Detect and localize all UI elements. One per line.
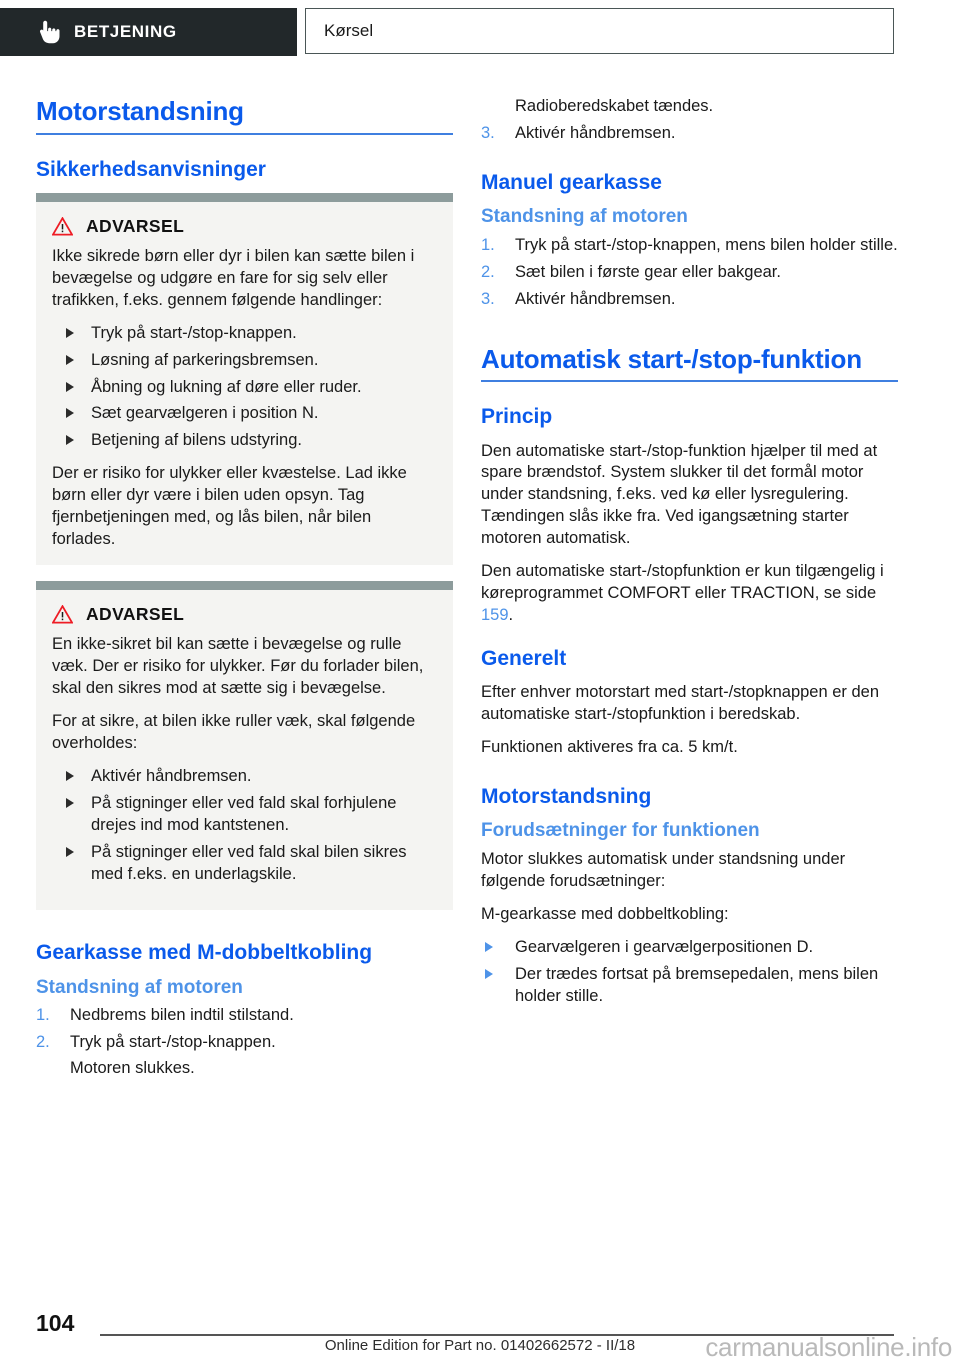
list-item (52, 430, 437, 452)
continued-line: Radioberedskabet tændes. (515, 97, 714, 115)
step-label: Aktivér håndbremsen. (515, 123, 676, 142)
heading-motorstandsning-right: Motorstandsning (481, 785, 652, 809)
warning-title-row (52, 216, 437, 237)
list-item (52, 323, 437, 345)
header-chapter-banner (0, 8, 297, 56)
step-number: 1. (481, 235, 495, 254)
heading-gearkasse: Gearkasse med M-dobbeltkobling (36, 941, 373, 965)
heading-princip: Princip (481, 405, 553, 429)
triangle-bullet-icon (66, 408, 74, 418)
page-number: 104 (36, 1310, 75, 1336)
step-subtext: Motoren slukkes. (70, 1059, 195, 1078)
list-item-label: På stigninger eller ved fald skal forhjulene drejes ind mod kantstenen. (91, 793, 397, 834)
list-item (52, 350, 437, 372)
warning-box-top-bar (36, 581, 453, 590)
list-item-label: Aktivér håndbremsen. (91, 766, 252, 785)
list-item-label: På stigninger eller ved fald skal bilen sikres med f.eks. en underlagskile. (91, 842, 407, 883)
warning-box-1 (36, 193, 453, 565)
manual-steps-list (481, 235, 898, 311)
list-item-label: Gearvælgeren i gearvælgerpositionen D. (515, 937, 814, 956)
header-section-label: Kørsel (324, 21, 374, 40)
right-column (481, 96, 898, 1019)
warning1-intro: Ikke sikrede børn eller dyr i bilen kan sætte bilen i bevægelse og udgøre en fare for sig selv eller trafikken, f.eks. gennem følgende handlinger: (52, 246, 415, 309)
list-item (481, 289, 898, 311)
warning-title-label: ADVARSEL (86, 604, 185, 625)
warning-triangle-icon (52, 217, 73, 236)
list-item (52, 377, 437, 399)
triangle-bullet-icon (66, 435, 74, 445)
list-item-label: Sæt gearvælgeren i position N. (91, 404, 319, 423)
list-item-label: Betjening af bilens udstyring. (91, 431, 302, 450)
subheading-standsning-af-motoren-manual: Standsning af motoren (481, 206, 688, 228)
triangle-bullet-icon (66, 382, 74, 392)
subheading-standsning-af-motoren: Standsning af motoren (36, 976, 243, 998)
step-number: 3. (481, 289, 495, 308)
forudsaetninger-paragraph-2: M-gearkasse med dobbeltkobling: (481, 904, 729, 923)
heading-sikkerhedsanvisninger: Sikkerhedsanvisninger (36, 157, 266, 181)
warning2-intro: En ikke-sikret bil kan sætte i bevægelse og rulle væk. Der er risiko for ulykker. Før du forlader bilen, skal den sikres mod at sætte sig i bevægelse. (52, 635, 424, 697)
list-item (52, 793, 437, 837)
pointing-hand-icon (38, 20, 60, 44)
list-item (481, 964, 898, 1008)
list-item-label: Løsning af parkeringsbremsen. (91, 350, 319, 369)
warning-box-top-bar (36, 193, 453, 202)
list-item (481, 96, 898, 118)
princip-paragraph-2 (481, 561, 898, 627)
warning-title-row (52, 604, 437, 625)
list-item (481, 123, 898, 145)
left-column (36, 96, 453, 1091)
list-item-label: Åbning og lukning af døre eller ruder. (91, 377, 362, 396)
page-title: Motorstandsning (36, 96, 244, 126)
right-continued-steps (481, 96, 898, 145)
triangle-bullet-icon (66, 771, 74, 781)
left-steps-list (36, 1005, 453, 1080)
princip-paragraph-1: Den automatiske start-/stop-funktion hjælper til med at spare brændstof. System slukker til det formål motor under standsning, f.eks. ved kø eller lysregulering. Tændingen slås ikke fra. Ved igangsætning starter motoren automatisk. (481, 441, 878, 548)
warning1-outro: Der er risiko for ulykker eller kvæstelse. Lad ikke børn eller dyr være i bilen uden opsyn. Tag fjernbetjeningen med, og lås bilen, når bilen forlades. (52, 464, 407, 549)
heading-manuel-gearkasse: Manuel gearkasse (481, 170, 662, 194)
step-label: Tryk på start-/stop-knappen, mens bilen holder stille. (515, 235, 898, 254)
list-item (52, 842, 437, 886)
list-item (481, 937, 898, 959)
step-number: 2. (36, 1033, 50, 1052)
princip-p2-a: Den automatiske start-/stopfunktion er kun tilgængelig i køreprogrammet COMFORT eller TRACTION, se side (481, 562, 884, 603)
generelt-paragraph-1: Efter enhver motorstart med start-/stopknappen er den automatiske start-/stopfunktion i beredskab. (481, 683, 880, 724)
warning-box-2 (36, 581, 453, 910)
step-label: Nedbrems bilen indtil stilstand. (70, 1006, 294, 1025)
warning-title-label: ADVARSEL (86, 215, 185, 236)
step-number: 1. (36, 1006, 50, 1025)
forudsaetninger-paragraph-1: Motor slukkes automatisk under standsning under følgende forudsætninger: (481, 850, 846, 890)
triangle-bullet-icon (66, 847, 74, 857)
list-item (52, 766, 437, 788)
list-item (52, 403, 437, 425)
step-label: Tryk på start-/stop-knappen. (70, 1033, 276, 1052)
step-label: Sæt bilen i første gear eller bakgear. (515, 262, 781, 281)
princip-p2-b: . (508, 606, 514, 625)
title-rule (481, 380, 898, 382)
forudsaetninger-bullet-list (481, 937, 898, 1008)
generelt-paragraph-2: Funktionen aktiveres fra ca. 5 km/t. (481, 738, 738, 757)
watermark-label: carmanualsonline.info (705, 1332, 952, 1362)
triangle-bullet-icon (485, 969, 493, 979)
page-reference-link[interactable]: 159 (481, 606, 509, 625)
list-item (36, 1005, 453, 1027)
subheading-forudsaetninger: Forudsætninger for funktionen (481, 820, 760, 842)
heading-generelt: Generelt (481, 647, 567, 671)
footer-edition-note: Online Edition for Part no. 01402662572 - II/18 (324, 1337, 636, 1354)
triangle-bullet-icon (66, 798, 74, 808)
warning2-intro2: For at sikre, at bilen ikke ruller væk, skal følgende overholdes: (52, 711, 416, 752)
page-header (0, 8, 960, 56)
triangle-bullet-icon (485, 942, 493, 952)
header-chapter-label: BETJENING (74, 22, 177, 41)
step-number: 3. (481, 123, 495, 142)
title-rule (36, 133, 453, 135)
triangle-bullet-icon (66, 355, 74, 365)
list-item (481, 262, 898, 284)
warning2-bullet-list (52, 766, 437, 886)
page-footer (0, 1290, 960, 1362)
step-label: Aktivér håndbremsen. (515, 289, 676, 308)
list-item-label: Tryk på start-/stop-knappen. (91, 323, 297, 342)
heading-automatisk-start-stop: Automatisk start-/stop-funktion (481, 343, 862, 374)
list-item (36, 1032, 453, 1080)
triangle-bullet-icon (66, 328, 74, 338)
step-number: 2. (481, 262, 495, 281)
warning1-bullet-list (52, 323, 437, 453)
warning-triangle-icon (52, 605, 73, 624)
list-item-label: Der trædes fortsat på bremsepedalen, mens bilen holder stille. (515, 964, 879, 1005)
list-item (481, 235, 898, 257)
header-section-box (305, 8, 894, 54)
